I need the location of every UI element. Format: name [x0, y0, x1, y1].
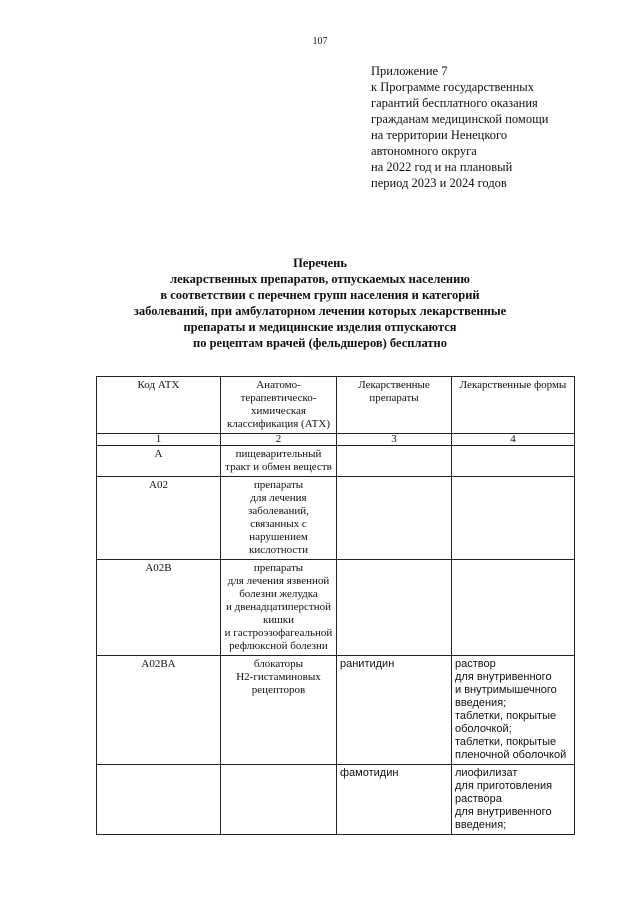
table-header-row	[97, 377, 575, 434]
table-row	[97, 446, 575, 477]
classification-cell: пищеварительный тракт и обмен веществ	[221, 446, 337, 477]
annex-line: к Программе государственных	[371, 80, 534, 94]
atc-code-cell: A	[97, 446, 221, 477]
annex-line: гражданам медицинской помощи	[371, 112, 549, 126]
dosage-forms-cell: раствор для внутривенного и внутримышечного введения; таблетки, покрытые оболочкой; таблетки, покрытые пленочной оболочкой	[452, 656, 575, 765]
annex-line: гарантий бесплатного оказания	[371, 96, 538, 110]
atc-code-cell: A02B	[97, 560, 221, 656]
column-number-row	[97, 434, 575, 446]
classification-cell	[221, 765, 337, 835]
drug-cell: фамотидин	[337, 765, 452, 835]
title-line: заболеваний, при амбулаторном лечении которых лекарственные	[133, 304, 507, 318]
drug-cell: ранитидин	[337, 656, 452, 765]
atc-code-cell: A02	[97, 477, 221, 560]
table-row	[97, 477, 575, 560]
title-line: Перечень	[293, 256, 347, 270]
annex-line: автономного округа	[371, 144, 477, 158]
column-number: 1	[97, 434, 221, 446]
table-row	[97, 765, 575, 835]
atc-code-cell: A02BA	[97, 656, 221, 765]
dosage-forms-cell	[452, 560, 575, 656]
title-line: по рецептам врачей (фельдшеров) бесплатно	[193, 336, 447, 350]
dosage-forms-cell	[452, 446, 575, 477]
classification-cell: препараты для лечения язвенной болезни желудка и двенадцатиперстной кишки и гастроэзофагеальной рефлюксной болезни	[221, 560, 337, 656]
annex-line: на 2022 год и на плановый	[371, 160, 513, 174]
drug-cell	[337, 446, 452, 477]
header-dosage-forms: Лекарственные формы	[452, 377, 575, 434]
atc-code-cell	[97, 765, 221, 835]
annex-line: Приложение 7	[371, 64, 448, 78]
drug-cell	[337, 560, 452, 656]
dosage-forms-cell	[452, 477, 575, 560]
title-line: в соответствии с перечнем групп населения и категорий	[160, 288, 480, 302]
header-atc-code: Код АТХ	[97, 377, 221, 434]
page-number: 107	[312, 36, 328, 47]
table-row	[97, 656, 575, 765]
title-line: лекарственных препаратов, отпускаемых населению	[170, 272, 470, 286]
classification-cell: блокаторы H2-гистаминовых рецепторов	[221, 656, 337, 765]
title-line: препараты и медицинские изделия отпускаются	[183, 320, 457, 334]
annex-line: на территории Ненецкого	[371, 128, 508, 142]
annex-line: период 2023 и 2024 годов	[371, 176, 507, 190]
header-drugs: Лекарственные препараты	[337, 377, 452, 434]
table-row	[97, 560, 575, 656]
classification-cell: препараты для лечения заболеваний, связанных с нарушением кислотности	[221, 477, 337, 560]
annex-heading	[371, 63, 601, 191]
document-title	[100, 255, 540, 351]
column-number: 4	[452, 434, 575, 446]
column-number: 2	[221, 434, 337, 446]
column-number: 3	[337, 434, 452, 446]
drug-cell	[337, 477, 452, 560]
dosage-forms-cell: лиофилизат для приготовления раствора для внутривенного введения;	[452, 765, 575, 835]
header-classification: Анатомо- терапевтическо- химическая классификация (АТХ)	[221, 377, 337, 434]
drug-list-table	[96, 376, 575, 835]
